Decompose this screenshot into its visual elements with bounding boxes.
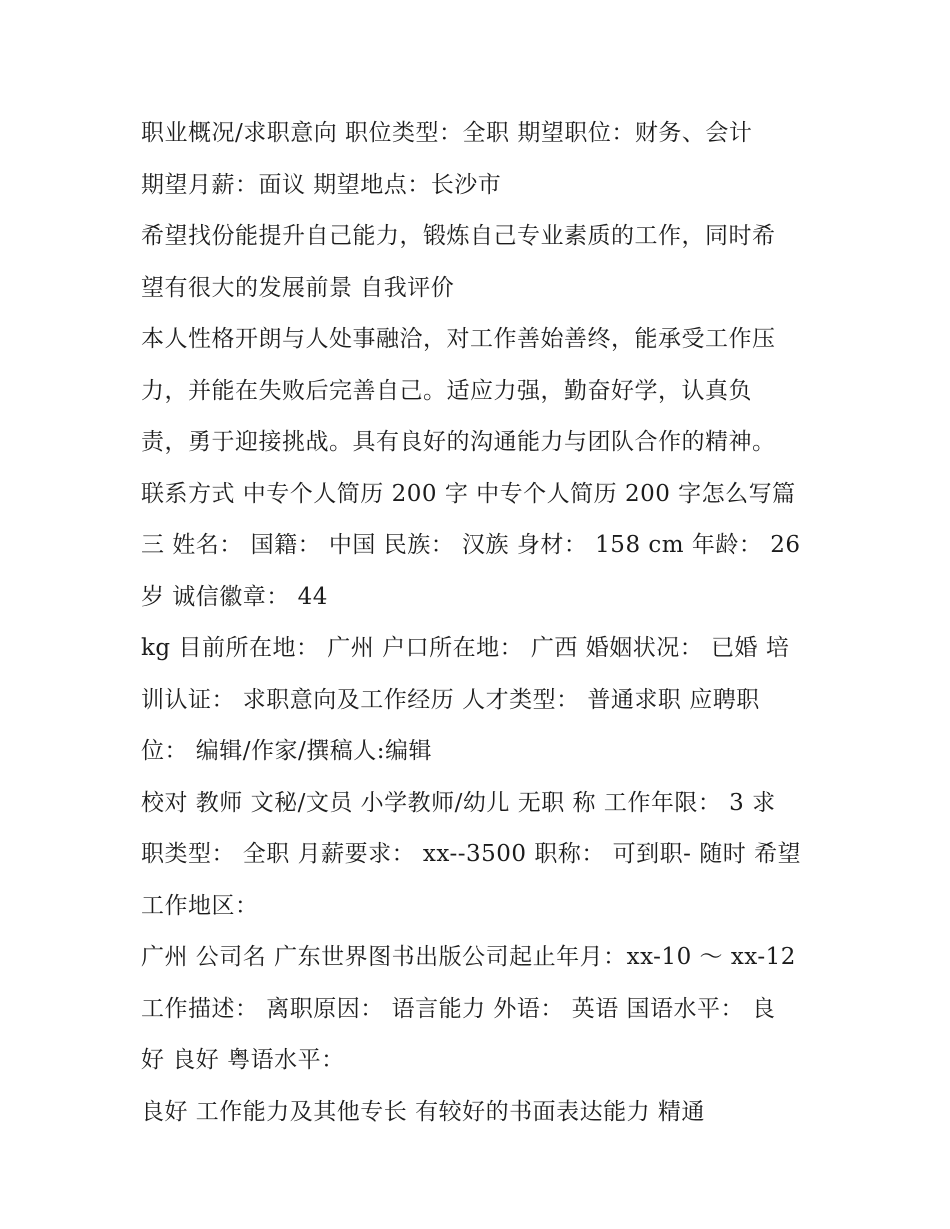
text-line: 责，勇于迎接挑战。具有良好的沟通能力与团队合作的精神。	[141, 429, 776, 455]
text-line: 良好 工作能力及其他专长 有较好的书面表达能力 精通	[141, 1098, 705, 1125]
text-line: 三 姓名： 国籍： 中国 民族： 汉族 身材： 158 cm 年龄： 26	[141, 532, 801, 558]
document-body	[141, 108, 821, 1138]
text-line: 望有很大的发展前景 自我评价	[141, 274, 455, 301]
text-line: 希望找份能提升自己能力，锻炼自己专业素质的工作，同时希	[141, 223, 776, 249]
text-line: 位： 编辑/作家/撰稿人:编辑	[141, 738, 433, 764]
text-line: 力，并能在失败后完善自己。适应力强，勤奋好学，认真负	[141, 377, 752, 404]
text-line: 训认证： 求职意向及工作经历 人才类型： 普通求职 应聘职	[141, 686, 760, 713]
text-line: 本人性格开朗与人处事融洽，对工作善始善终，能承受工作压	[141, 326, 776, 352]
text-line: 工作描述： 离职原因： 语言能力 外语： 英语 国语水平： 良	[141, 995, 776, 1022]
text-line: 职业概况/求职意向 职位类型：全职 期望职位：财务、会计	[141, 120, 753, 146]
text-line: 职类型： 全职 月薪要求： xx--3500 职称： 可到职- 随时 希望	[141, 841, 802, 867]
text-line: 期望月薪：面议 期望地点：长沙市	[141, 171, 502, 198]
text-line: 工作地区：	[141, 892, 259, 919]
text-line: 广州 公司名 广东世界图书出版公司起止年月：xx-10 ～ xx-12	[141, 944, 796, 970]
text-line: 岁 诚信徽章： 44	[141, 583, 328, 610]
text-line: kg 目前所在地： 广州 户口所在地： 广西 婚姻状况： 已婚 培	[141, 635, 790, 661]
text-line: 好 良好 粤语水平：	[141, 1047, 345, 1073]
text-line: 校对 教师 文秘/文员 小学教师/幼儿 无职 称 工作年限： 3 求	[141, 789, 776, 816]
text-line: 联系方式 中专个人简历 200 字 中专个人简历 200 字怎么写篇	[141, 480, 796, 507]
